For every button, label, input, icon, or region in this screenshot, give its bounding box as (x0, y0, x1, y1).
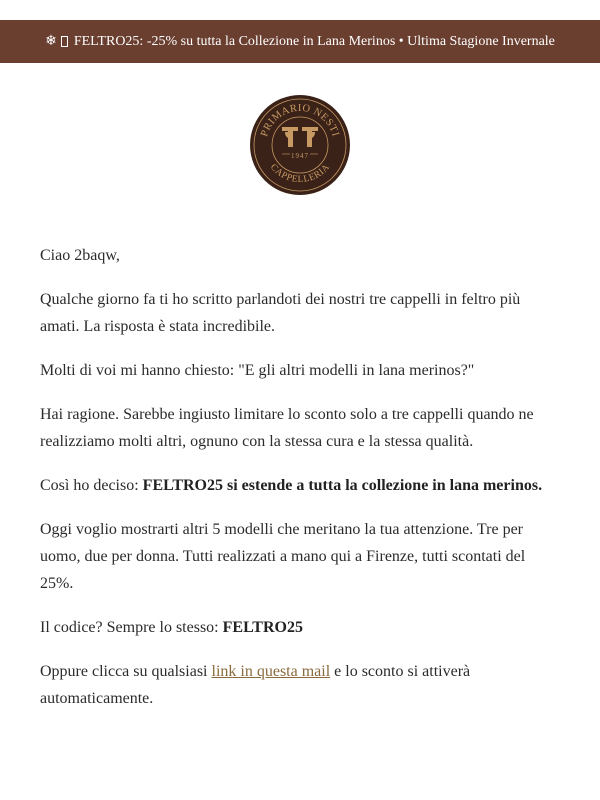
discount-code: FELTRO25 (222, 619, 303, 636)
paragraph-1: Qualche giorno fa ti ho scritto parlandoti dei nostri tre cappelli in feltro più amati. La risposta è stata incredibile. (40, 291, 521, 335)
paragraph-4-prefix: Così ho deciso: (40, 477, 143, 494)
paragraph-2: Molti di voi mi hanno chiesto: "E gli altri modelli in lana merinos?" (40, 362, 475, 379)
paragraph-3: Hai ragione. Sarebbe ingiusto limitare lo sconto solo a tre cappelli quando ne realizziamo molti altri, ognuno con la stessa cura e la stessa qualità. (40, 406, 534, 450)
promo-banner (0, 20, 600, 63)
paragraph-6-prefix: Il codice? Sempre lo stesso: (40, 619, 223, 636)
paragraph-4 (40, 472, 560, 499)
paragraph-7-suffix: e lo sconto si attiverà automaticamente. (40, 663, 471, 707)
logo-container (0, 94, 600, 196)
email-link[interactable]: link in questa mail (211, 663, 331, 680)
paragraph-7-prefix: Oppure clicca su qualsiasi (40, 663, 212, 680)
brand-logo[interactable] (249, 94, 351, 196)
logo-bottom-text: CAPPELLERIA (267, 162, 333, 186)
promo-banner-text: FELTRO25: -25% su tutta la Collezione in Lana Merinos • Ultima Stagione Invernale (73, 33, 555, 49)
logo-year: 1947 (291, 152, 309, 160)
paragraph-4-bold: FELTRO25 si estende a tutta la collezione in lana merinos. (142, 477, 543, 494)
paragraph-7 (40, 658, 560, 712)
greeting: Ciao 2baqw, (40, 247, 120, 264)
logo-top-text: PRIMARIO NESTI (259, 102, 341, 139)
paragraph-6 (40, 614, 560, 641)
paragraph-5: Oggi voglio mostrarti altri 5 modelli che meritano la tua attenzione. Tre per uomo, due per donna. Tutti realizzati a mano qui a Firenze, tutti scontati del 25%. (40, 521, 526, 592)
missing-glyph-icon (61, 36, 68, 47)
snowflake-icon: ❄ (45, 34, 57, 49)
email-body (0, 242, 600, 712)
